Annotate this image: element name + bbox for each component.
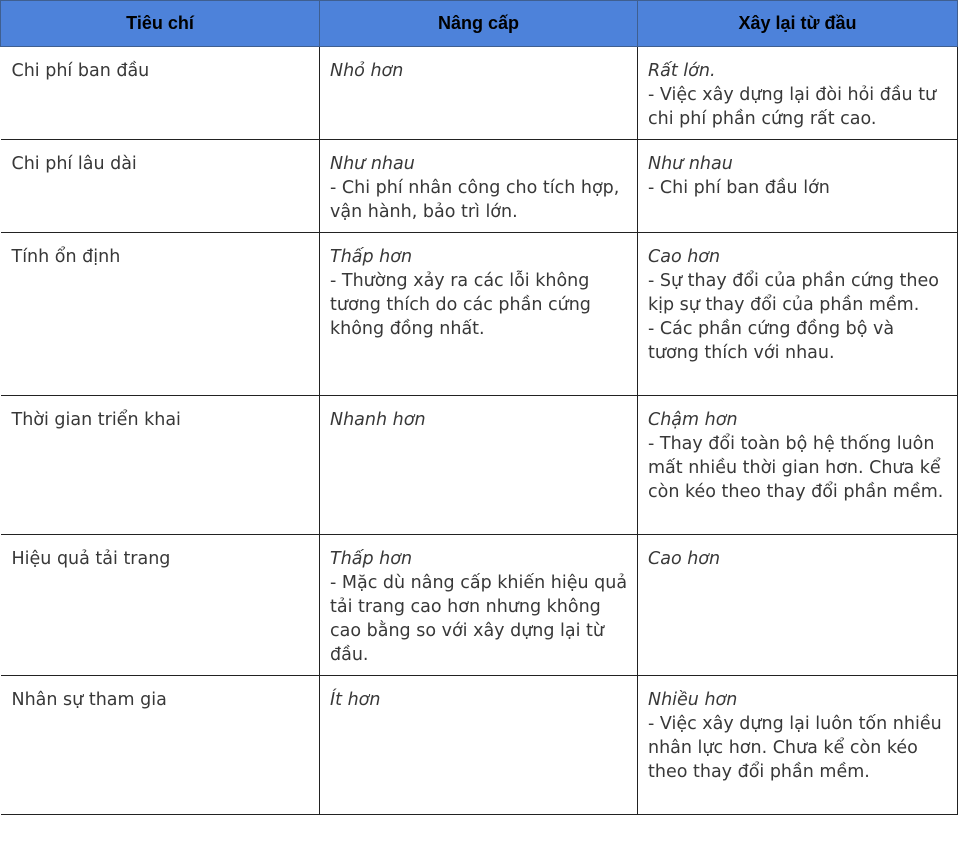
header-criterion: Tiêu chí	[1, 1, 320, 47]
header-upgrade: Nâng cấp	[320, 1, 638, 47]
table-row	[1, 396, 958, 535]
rebuild-lead: Rất lớn.	[648, 61, 716, 81]
rebuild-lead: Nhiều hơn	[648, 690, 738, 710]
upgrade-cell	[320, 140, 638, 233]
upgrade-lead: Như nhau	[330, 154, 415, 174]
rebuild-note: - Việc xây dựng lại luôn tốn nhiều nhân lực hơn. Chưa kể còn kéo theo thay đổi phần mềm.	[648, 714, 942, 782]
rebuild-cell	[638, 140, 958, 233]
criterion-label: Thời gian triển khai	[11, 410, 181, 430]
criterion-label: Chi phí lâu dài	[11, 154, 137, 174]
upgrade-note: - Mặc dù nâng cấp khiến hiệu quả tải trang cao hơn nhưng không cao bằng so với xây dựng lại từ đầu.	[330, 573, 628, 665]
criterion-label: Hiệu quả tải trang	[11, 549, 171, 569]
table-row	[1, 233, 958, 396]
header-rebuild: Xây lại từ đầu	[638, 1, 958, 47]
upgrade-cell	[320, 396, 638, 535]
upgrade-note: - Chi phí nhân công cho tích hợp, vận hành, bảo trì lớn.	[330, 178, 620, 222]
rebuild-lead: Cao hơn	[648, 247, 721, 267]
rebuild-note: - Các phần cứng đồng bộ và tương thích với nhau.	[648, 319, 895, 363]
criterion-cell	[1, 535, 320, 676]
rebuild-cell	[638, 396, 958, 535]
rebuild-lead: Như nhau	[648, 154, 733, 174]
upgrade-cell	[320, 47, 638, 140]
upgrade-lead: Thấp hơn	[330, 247, 413, 267]
upgrade-lead: Ít hơn	[330, 690, 381, 710]
rebuild-cell	[638, 233, 958, 396]
table-row	[1, 535, 958, 676]
upgrade-lead: Nhanh hơn	[330, 410, 426, 430]
upgrade-cell	[320, 535, 638, 676]
rebuild-lead: Cao hơn	[648, 549, 721, 569]
rebuild-cell	[638, 47, 958, 140]
upgrade-cell	[320, 676, 638, 815]
upgrade-cell	[320, 233, 638, 396]
rebuild-note: - Chi phí ban đầu lớn	[648, 178, 830, 198]
rebuild-note: - Sự thay đổi của phần cứng theo kịp sự thay đổi của phần mềm.	[648, 271, 939, 315]
rebuild-note: - Thay đổi toàn bộ hệ thống luôn mất nhiều thời gian hơn. Chưa kể còn kéo theo thay đổi phần mềm.	[648, 434, 944, 502]
criterion-label: Chi phí ban đầu	[11, 61, 150, 81]
table-header-row	[1, 1, 958, 47]
criterion-label: Nhân sự tham gia	[11, 690, 167, 710]
criterion-cell	[1, 676, 320, 815]
rebuild-note: - Việc xây dựng lại đòi hỏi đầu tư chi phí phần cứng rất cao.	[648, 85, 937, 129]
rebuild-cell	[638, 676, 958, 815]
criterion-label: Tính ổn định	[11, 247, 121, 267]
table-row	[1, 140, 958, 233]
criterion-cell	[1, 396, 320, 535]
upgrade-lead: Nhỏ hơn	[330, 61, 404, 81]
rebuild-cell	[638, 535, 958, 676]
rebuild-lead: Chậm hơn	[648, 410, 738, 430]
criterion-cell	[1, 47, 320, 140]
criterion-cell	[1, 233, 320, 396]
upgrade-lead: Thấp hơn	[330, 549, 413, 569]
criterion-cell	[1, 140, 320, 233]
table-row	[1, 676, 958, 815]
upgrade-note: - Thường xảy ra các lỗi không tương thích do các phần cứng không đồng nhất.	[330, 271, 591, 339]
table-row	[1, 47, 958, 140]
